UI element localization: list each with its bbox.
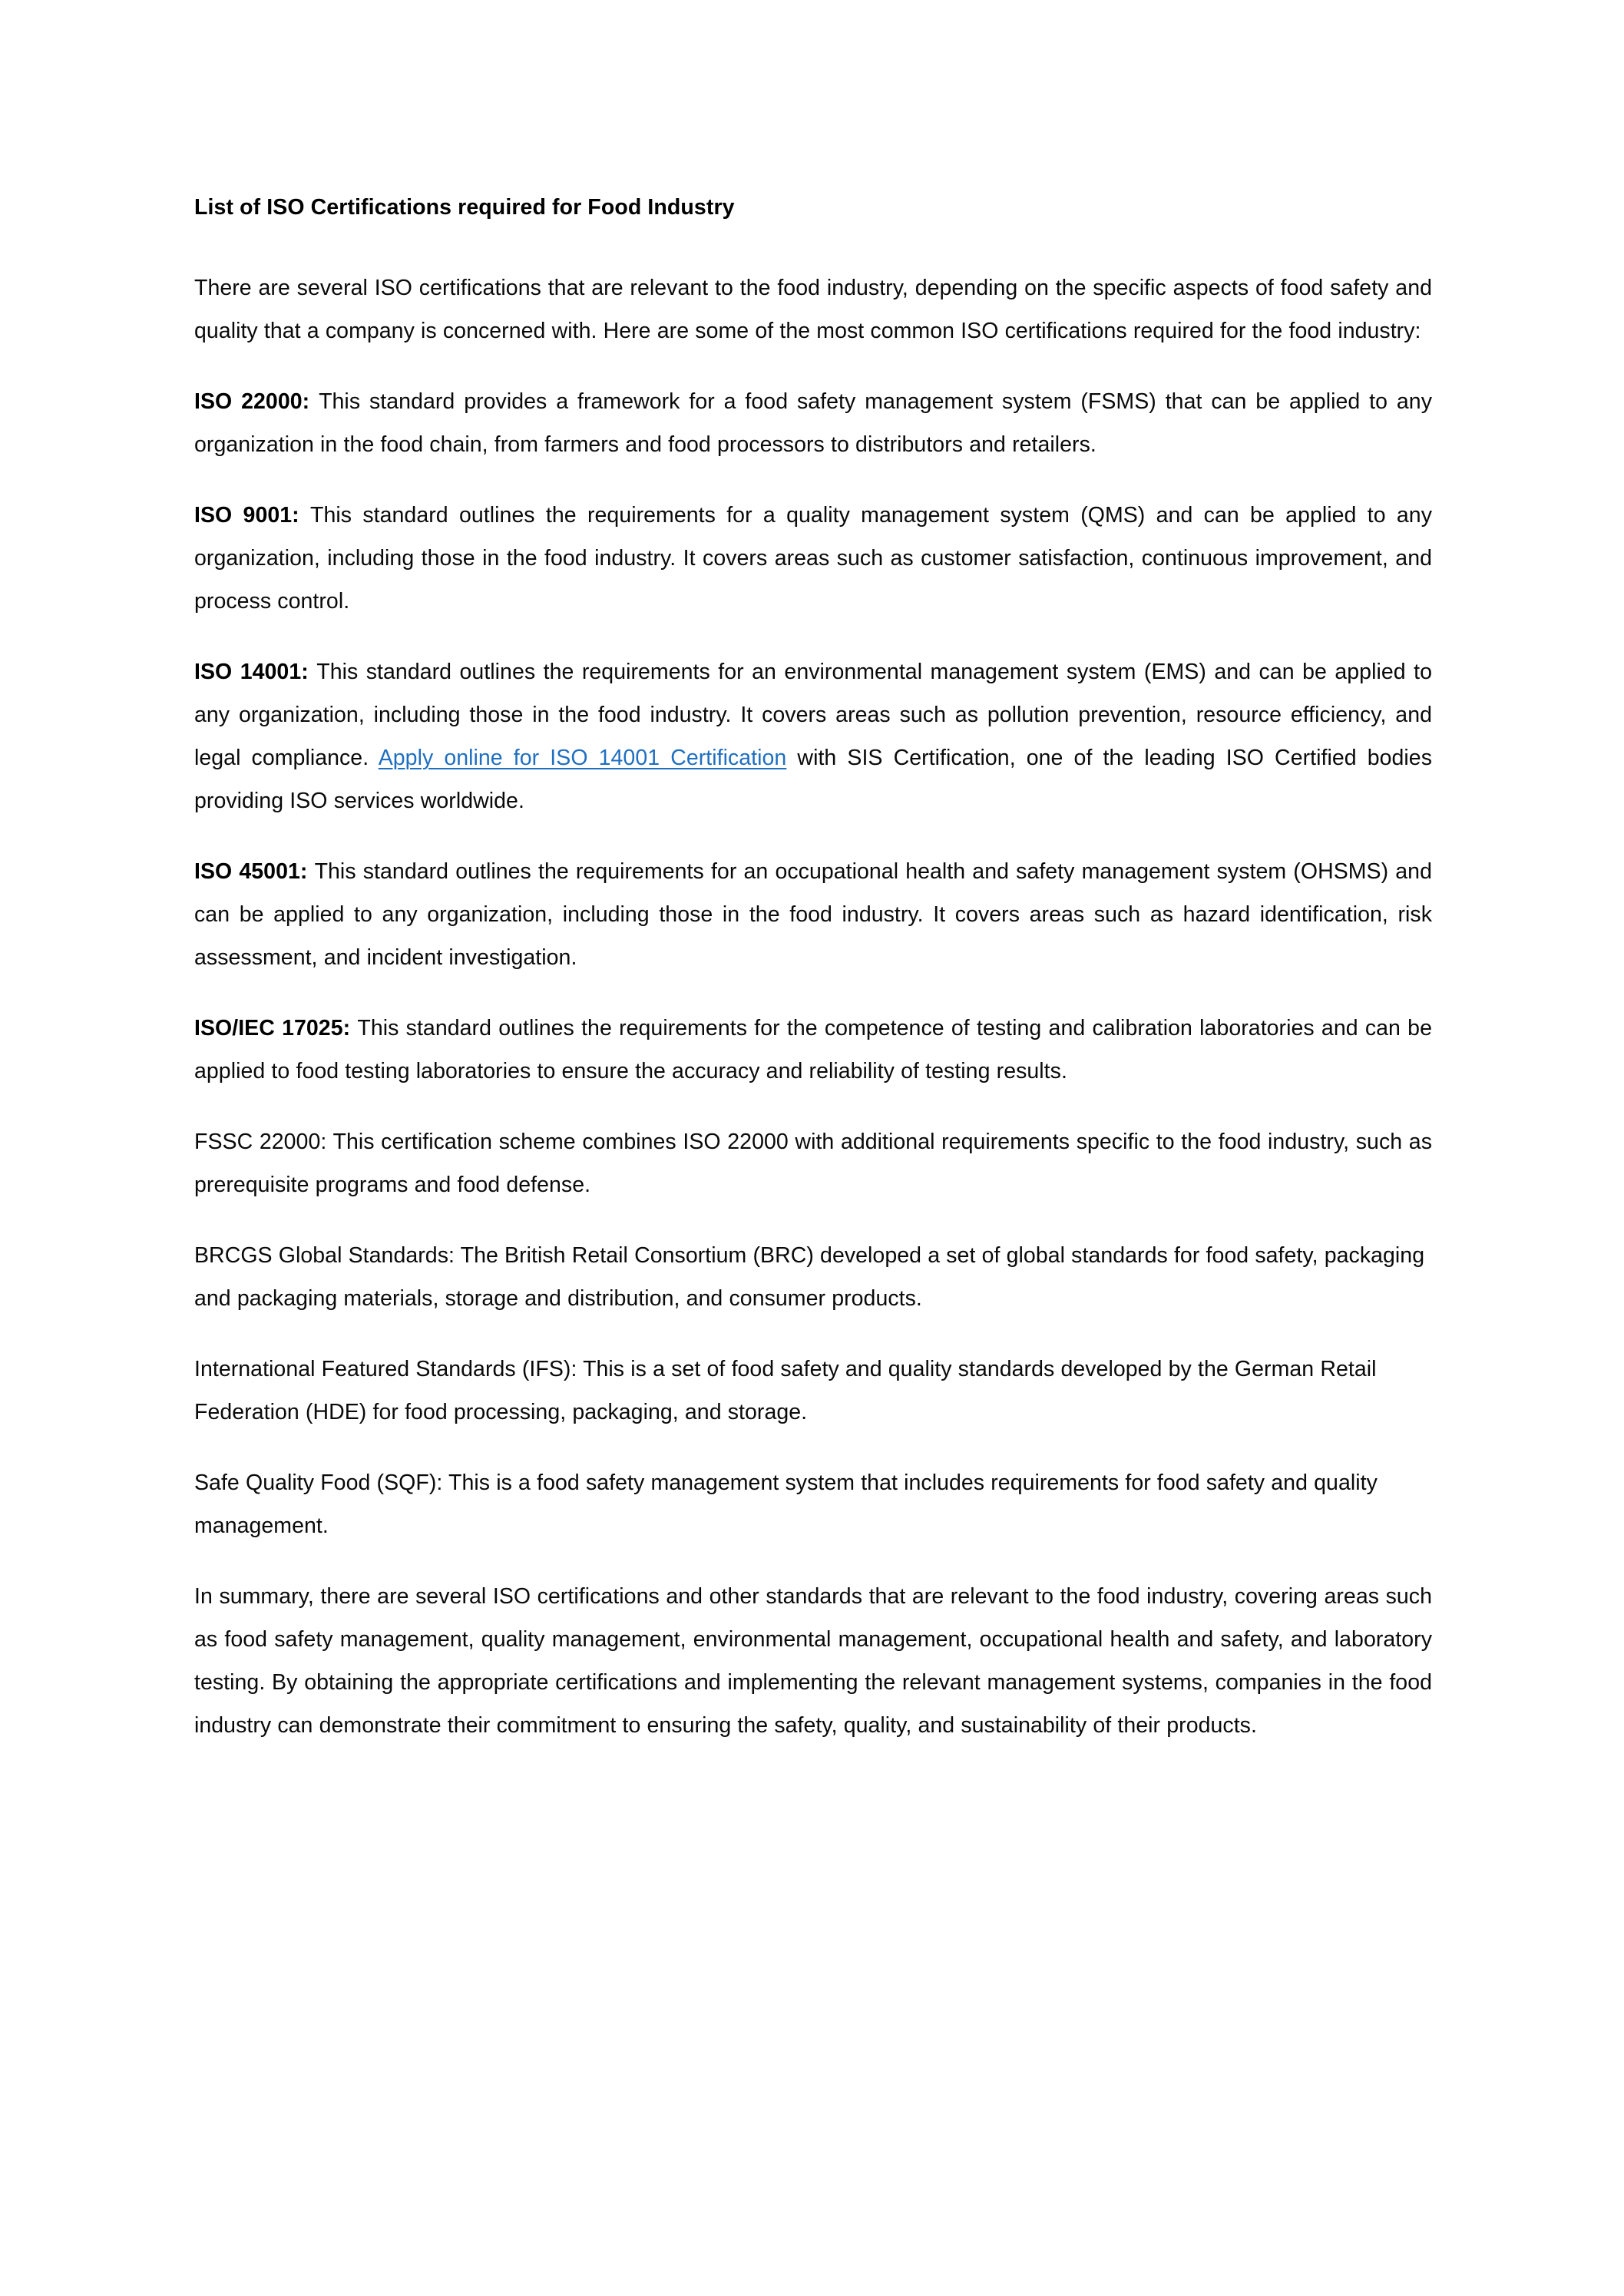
section-paragraph-sqf bbox=[194, 1461, 1432, 1547]
section-paragraph-iso-22000 bbox=[194, 380, 1432, 466]
section-separator: : bbox=[342, 1016, 358, 1041]
section-separator: : bbox=[320, 1130, 333, 1155]
section-paragraph-iso-45001 bbox=[194, 850, 1432, 979]
paragraph-spacer bbox=[194, 1547, 1432, 1575]
paragraph-spacer bbox=[194, 1434, 1432, 1461]
paragraph-spacer bbox=[194, 822, 1432, 850]
paragraph-spacer bbox=[194, 1093, 1432, 1120]
section-lead-iso-22000: ISO 22000 bbox=[194, 389, 303, 415]
section-lead-iso-9001: ISO 9001 bbox=[194, 503, 293, 528]
section-body-sqf: This is a food safety management system that includes requirements for food safety and quality management. bbox=[194, 1471, 1378, 1539]
section-body-after-link: with SIS Certification, one of the leading ISO Certified bodies providing ISO services worldwide. bbox=[194, 746, 1433, 814]
section-lead-sqf: Safe Quality Food (SQF) bbox=[194, 1471, 437, 1496]
section-body-iso-22000: This standard provides a framework for a food safety management system (FSMS) that can be applied to any organization in the food chain, from farmers and food processors to distributors and retailers. bbox=[194, 389, 1432, 458]
section-paragraph-iso-9001 bbox=[194, 494, 1432, 623]
section-separator: : bbox=[302, 389, 319, 415]
section-body-iso-9001: This standard outlines the requirements for a quality management system (QMS) and can be applied to any organization, including those in the food industry. It covers areas such as customer satisfaction, continuous improvement, and process control. bbox=[194, 503, 1433, 614]
summary-paragraph: In summary, there are several ISO certifications and other standards that are relevant to the food industry, covering areas such as food safety management, quality management, environmental management, occupational health and safety, and laboratory testing. By obtaining the appropriate certifications and implementing the relevant management systems, companies in the food industry can demonstrate their commitment to ensuring the safety, quality, and sustainability of their products. bbox=[194, 1584, 1432, 1739]
section-lead-fssc-22000: FSSC 22000 bbox=[194, 1130, 321, 1155]
section-separator: : bbox=[436, 1471, 448, 1496]
section-body-ifs: This is a set of food safety and quality standards developed by the German Retail Federation (HDE) for food processing, packaging, and storage. bbox=[194, 1357, 1377, 1425]
section-paragraph-iso-iec-17025 bbox=[194, 1007, 1432, 1093]
paragraph-spacer bbox=[194, 1320, 1432, 1348]
section-lead-ifs: International Featured Standards (IFS) bbox=[194, 1357, 571, 1382]
section-lead-brcgs: BRCGS Global Standards bbox=[194, 1243, 448, 1269]
page-title: List of ISO Certifications required for Food Industry bbox=[194, 195, 735, 220]
section-separator: : bbox=[292, 503, 311, 528]
section-paragraph-iso-14001 bbox=[194, 650, 1432, 822]
document-body bbox=[194, 194, 1432, 1747]
section-paragraph-fssc-22000 bbox=[194, 1120, 1432, 1206]
apply-online-iso-14001-link[interactable]: Apply online for ISO 14001 Certification bbox=[378, 746, 787, 771]
title-spacer bbox=[194, 222, 1432, 266]
section-separator: : bbox=[571, 1357, 584, 1382]
paragraph-spacer bbox=[194, 1206, 1432, 1234]
section-separator: : bbox=[301, 660, 317, 685]
section-paragraph-ifs bbox=[194, 1348, 1432, 1434]
section-body-fssc-22000: This certification scheme combines ISO 22000 with additional requirements specific to the food industry, such as prerequisite programs and food defense. bbox=[194, 1130, 1432, 1198]
section-body-iso-iec-17025: This standard outlines the requirements for the competence of testing and calibration laboratories and can be applied to food testing laboratories to ensure the accuracy and reliability of testing results. bbox=[194, 1016, 1432, 1084]
section-separator: : bbox=[448, 1243, 461, 1269]
paragraph-spacer bbox=[194, 979, 1432, 1007]
section-separator: : bbox=[299, 859, 315, 885]
paragraph-spacer bbox=[194, 352, 1432, 380]
section-lead-iso-14001: ISO 14001 bbox=[194, 660, 302, 685]
section-body-before-link: This standard outlines the requirements for an environmental management system (EMS) and can be applied to any organization, including those in the food industry. It covers areas such as pollution prevention, resource efficiency, and legal compliance. bbox=[194, 660, 1432, 771]
section-paragraph-brcgs bbox=[194, 1234, 1432, 1320]
paragraph-spacer bbox=[194, 623, 1432, 650]
section-lead-iso-45001: ISO 45001 bbox=[194, 859, 300, 885]
section-lead-iso-iec-17025: ISO/IEC 17025 bbox=[194, 1016, 343, 1041]
section-body-iso-45001: This standard outlines the requirements for an occupational health and safety management system (OHSMS) and can be applied to any organization, including those in the food industry. It covers areas such as hazard identification, risk assessment, and incident investigation. bbox=[194, 859, 1432, 971]
intro-paragraph: There are several ISO certifications that are relevant to the food industry, depending on the specific aspects of food safety and quality that a company is concerned with. Here are some of the most common ISO certifications required for the food industry: bbox=[194, 276, 1432, 344]
section-body-brcgs: The British Retail Consortium (BRC) developed a set of global standards for food safety, packaging and packaging materials, storage and distribution, and consumer products. bbox=[194, 1243, 1425, 1312]
paragraph-spacer bbox=[194, 466, 1432, 494]
